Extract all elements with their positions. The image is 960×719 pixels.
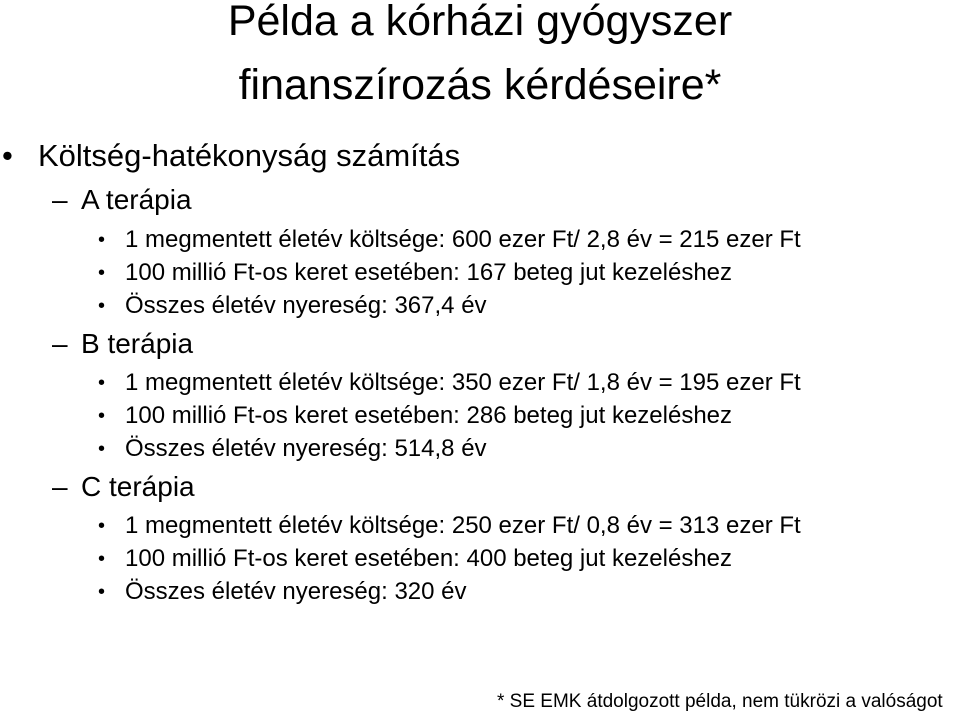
sub-bullet-marker: • [98,372,106,394]
therapy-label: C terápia [81,471,195,502]
therapy-item-text: 1 megmentett életév költsége: 250 ezer Ft/ 0,8 év = 313 ezer Ft [125,512,801,539]
therapy-label: A terápia [81,184,192,215]
therapy-item-text: 100 millió Ft-os keret esetében: 167 beteg jut kezeléshez [125,259,733,286]
therapy-item-text: Összes életév nyereség: 320 év [125,578,467,605]
sub-bullet-marker: • [98,262,106,284]
therapy-item-text: 100 millió Ft-os keret esetében: 286 beteg jut kezeléshez [125,402,733,429]
slide-title [0,0,960,109]
sub-bullet-marker: • [98,581,106,603]
sub-bullet-marker: • [98,229,106,251]
sub-bullet-marker: • [98,295,106,317]
sub-bullet-marker: • [98,438,106,460]
sub-bullet-marker: • [98,405,106,427]
therapy-dash: – [52,471,68,502]
sub-bullet-marker: • [98,548,106,570]
slide-title-line-1: Példa a kórházi gyógyszer [227,0,733,45]
therapy-item-text: Összes életév nyereség: 514,8 év [125,435,487,462]
therapy-item-text: 100 millió Ft-os keret esetében: 400 beteg jut kezeléshez [125,545,733,572]
therapy-item-text: 1 megmentett életév költsége: 600 ezer Ft/ 2,8 év = 215 ezer Ft [125,226,801,253]
therapy-dash: – [52,184,68,215]
main-bullet-marker: • [2,138,13,173]
therapy-label: B terápia [81,328,194,359]
sub-bullet-marker: • [98,515,106,537]
therapy-item-text: 1 megmentett életév költsége: 350 ezer Ft/ 1,8 év = 195 ezer Ft [125,369,801,396]
footnote: * SE EMK átdolgozott példa, nem tükrözi a valóságot [497,691,943,712]
therapy-dash: – [52,328,68,359]
main-bullet-text: Költség-hatékonyság számítás [38,138,461,173]
slide-title-line-2: finanszírozás kérdéseire* [238,61,722,109]
therapy-item-text: Összes életév nyereség: 367,4 év [125,292,487,319]
